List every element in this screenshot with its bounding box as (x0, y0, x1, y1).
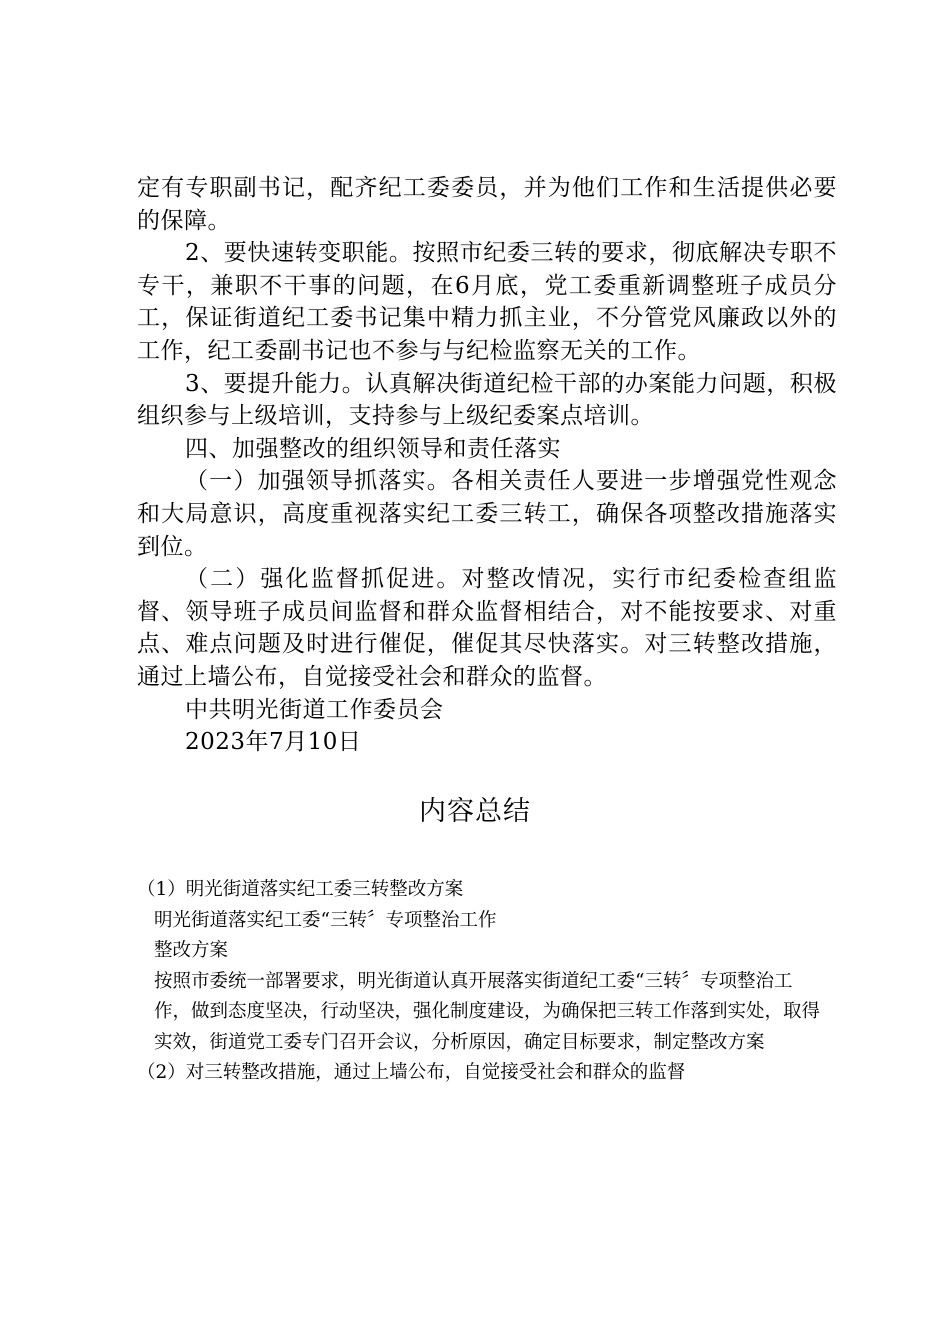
summary-section (137, 875, 827, 1089)
summary-item-1-body: 按照市委统一部署要求，明光街道认真开展落实街道纪工委“三转〞专项整治工作，做到态度坚决，行动坚决，强化制度建设，为确保把三转工作落到实处，取得实效，街道党工委专门召开会议，分析原因，确定目标要求，制定整改方案 (154, 970, 821, 1053)
signature-date: 2023年7月10日 (185, 729, 362, 756)
paragraph-transform-functions: 2、要快速转变职能。按照市纪委三转的要求，彻底解决专职不专干，兼职不干事的问题，在6月底，党工委重新调整班子成员分工，保证街道纪工委书记集中精力抓主业，不分管党风廉政以外的工作，纪工委副书记也不参与与纪检监察无关的工作。 (137, 240, 837, 364)
summary-item-2: （2）对三转整改措施，通过上墙公布，自觉接受社会和群众的监督 (137, 1062, 686, 1083)
document-body (137, 172, 837, 759)
paragraph-supervision: （二）强化监督抓促进。对整改情况，实行市纪委检查组监督、领导班子成员间监督和群众监督相结合，对不能按要求、对重点、难点问题及时进行催促，催促其尽快落实。对三转整改措施，通过上墙公布，自觉接受社会和群众的监督。 (137, 566, 837, 690)
summary-item-1-subtitle-2: 整改方案 (154, 940, 229, 961)
summary-title: 内容总结 (419, 796, 531, 827)
signature-org: 中共明光街道工作委员会 (185, 696, 444, 723)
paragraph-continuation: 定有专职副书记，配齐纪工委委员，并为他们工作和生活提供必要的保障。 (137, 175, 837, 234)
paragraph-leadership: （一）加强领导抓落实。各相关责任人要进一步增强党性观念和大局意识，高度重视落实纪工委三转工，确保各项整改措施落实到位。 (137, 468, 837, 560)
paragraph-improve-ability: 3、要提升能力。认真解决街道纪检干部的办案能力问题，积极组织参与上级培训，支持参与上级纪委案点培训。 (137, 370, 837, 430)
summary-item-1-heading: （1）明光街道落实纪工委三转整改方案 (137, 879, 464, 900)
summary-item-1-subtitle: 明光街道落实纪工委“三转〞专项整治工作 (154, 909, 497, 931)
section-heading-four: 四、加强整改的组织领导和责任落实 (185, 435, 561, 462)
